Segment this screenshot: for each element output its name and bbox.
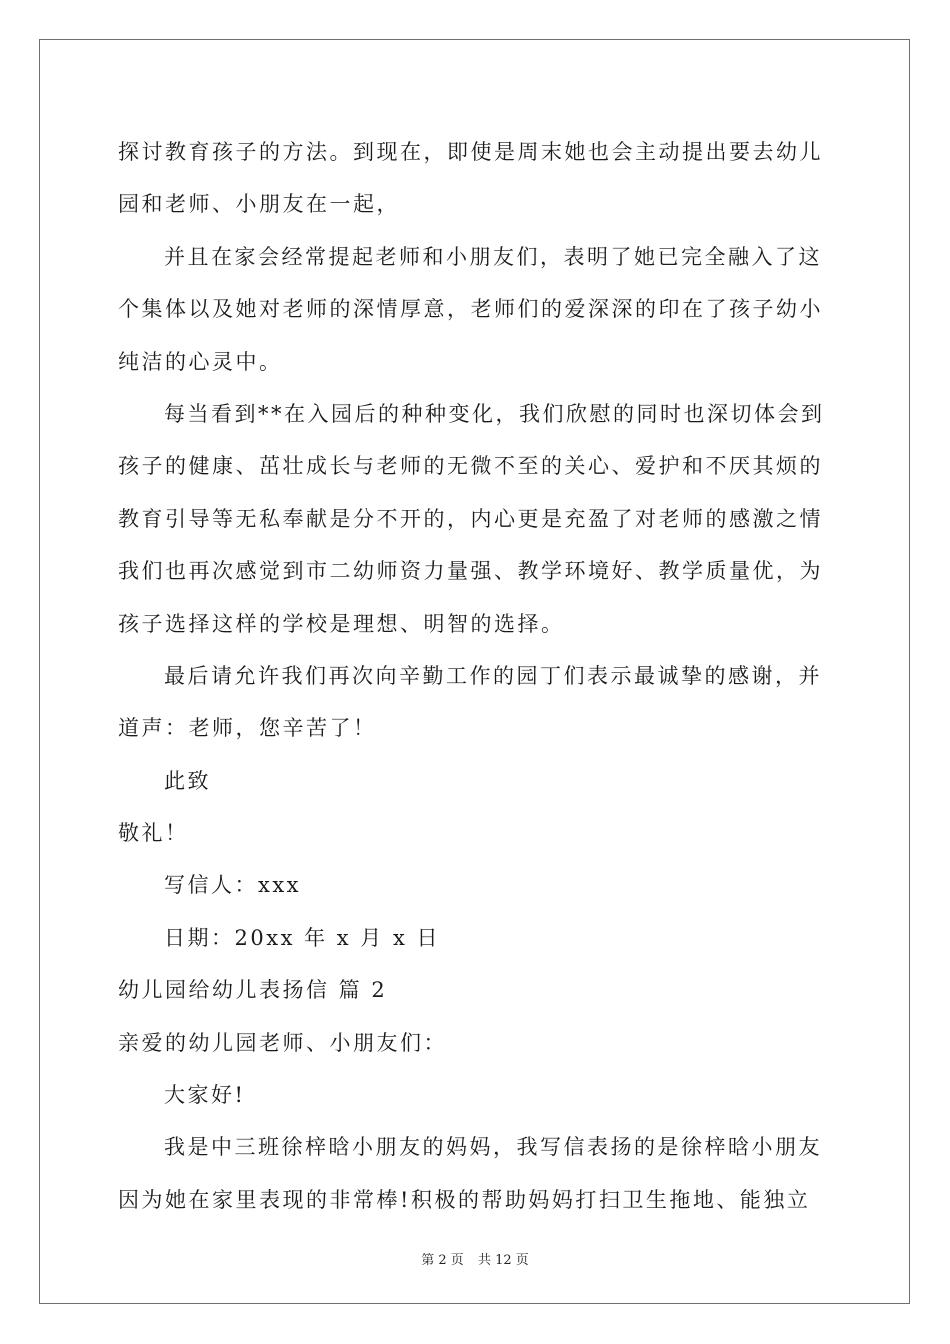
text-line: 最后请允许我们再次向辛勤工作的园丁们表示最诚挚的感谢，并 xyxy=(164,663,822,688)
text-line: 纯洁的心灵中。 xyxy=(118,349,283,374)
text-line: 敬礼！ xyxy=(118,821,189,846)
text-line: 教育引导等无私奉献是分不开的，内心更是充盈了对老师的感激之情 xyxy=(118,506,823,531)
page-footer xyxy=(0,1249,950,1268)
text-line: 因为她在家里表现的非常棒!积极的帮助妈妈打扫卫生拖地、能独立 xyxy=(118,1187,811,1212)
text-line: 并且在家会经常提起老师和小朋友们，表明了她已完全融入了这 xyxy=(164,244,822,269)
text-line: 亲爱的幼儿园老师、小朋友们： xyxy=(118,1030,447,1055)
text-line: 探讨教育孩子的方法。到现在，即使是周末她也会主动提出要去幼儿 xyxy=(118,140,823,164)
text-line: 孩子的健康、茁壮成长与老师的无微不至的关心、爱护和不厌其烦的 xyxy=(118,454,823,479)
document-body xyxy=(118,126,834,1226)
text-line: 园和老师、小朋友在一起， xyxy=(118,192,400,217)
text-line: 我是中三班徐梓晗小朋友的妈妈，我写信表扬的是徐梓晗小朋友 xyxy=(164,1135,822,1160)
text-line: 道声：老师，您辛苦了！ xyxy=(118,716,377,741)
text-line: 幼儿园给幼儿表扬信 篇 2 xyxy=(118,978,388,1003)
text-line: 孩子选择这样的学校是理想、明智的选择。 xyxy=(118,611,565,636)
text-line: 大家好! xyxy=(164,1083,246,1108)
text-line: 我们也再次感觉到市二幼师资力量强、教学环境好、教学质量优，为 xyxy=(118,559,823,584)
text-line: 此致 xyxy=(164,768,211,793)
page-number: 第 2 页 xyxy=(421,1253,464,1268)
text-line: 日期：20xx 年 x 月 x 日 xyxy=(164,925,440,950)
text-line: 写信人：xxx xyxy=(164,873,302,898)
page-total: 共 12 页 xyxy=(477,1253,529,1268)
text-line: 每当看到**在入园后的种种变化，我们欣慰的同时也深切体会到 xyxy=(164,401,825,426)
text-line: 个集体以及她对老师的深情厚意，老师们的爱深深的印在了孩子幼小 xyxy=(118,297,823,322)
